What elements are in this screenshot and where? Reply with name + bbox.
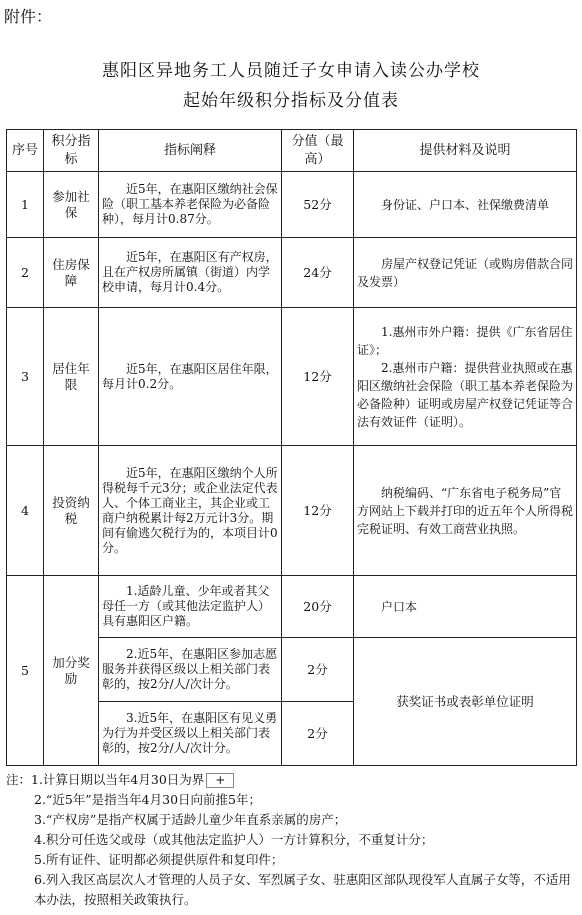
note-4: 4.积分可任选父或母（或其他法定监护人）一方计算积分，不重复计分；	[34, 832, 434, 847]
header-desc: 指标阐释	[99, 130, 282, 172]
row-materials: 获奖证书或表彰单位证明	[354, 638, 577, 766]
table-header-row	[7, 130, 577, 172]
row-desc: 近5年，在惠阳区有产权房，且在产权房所属镇（街道）内学校申请，每月计0.4分。	[99, 238, 282, 308]
header-materials: 提供材料及说明	[354, 130, 577, 172]
row-category: 投资纳税	[44, 446, 99, 576]
page-title-line2: 起始年级积分指标及分值表	[183, 91, 399, 111]
header-seq: 序号	[7, 130, 44, 172]
header-score: 分值（最高）	[282, 130, 354, 172]
row-seq: 1	[7, 172, 44, 238]
table-row	[7, 238, 577, 308]
row-seq: 5	[7, 576, 44, 766]
notes	[6, 770, 576, 910]
note-1-text: 注：1.计算日期以当年4月30日为界	[6, 772, 205, 787]
row-materials: 身份证、户口本、社保缴费清单	[354, 172, 577, 238]
row-score: 12分	[282, 308, 354, 446]
row-seq: 2	[7, 238, 44, 308]
page-title-line1: 惠阳区异地务工人员随迁子女申请入读公办学校	[102, 61, 480, 81]
row-materials: 户口本	[354, 576, 577, 638]
row-seq: 4	[7, 446, 44, 576]
row-category: 加分奖励	[44, 576, 99, 766]
row-score: 52分	[282, 172, 354, 238]
note-5: 5.所有证件、证明都必须提供原件和复印件；	[34, 852, 284, 867]
row-category: 参加社保	[44, 172, 99, 238]
table-row	[7, 172, 577, 238]
expand-stamp[interactable]: +	[206, 773, 234, 788]
row-desc: 近5年，在惠阳区居住年限，每月计0.2分。	[99, 308, 282, 446]
attachment-label: 附件：	[4, 7, 53, 26]
row-score: 12分	[282, 446, 354, 576]
row-desc: 近5年，在惠阳区缴纳社会保险（职工基本养老保险为必备险种），每月计0.87分。	[99, 172, 282, 238]
note-3: 3.“产权房”是指产权属于适龄儿童少年直系亲属的房产；	[34, 812, 347, 827]
note-6: 6.列入我区高层次人才管理的人员子女、军烈属子女、驻惠阳区部队现役军人直属子女等，不适用本办法，按照相关政策执行。	[34, 872, 571, 907]
materials-item-1: 1.惠州市外户籍：提供《广东省居住证》；	[357, 324, 573, 357]
row-desc: 近5年，在惠阳区缴纳个人所得税每千元3分；或企业法定代表人、个体工商业主，其企业或工商户纳税累计每2万元计3分。期间有偷逃欠税行为的，本项目计0分。	[99, 446, 282, 576]
row-score: 24分	[282, 238, 354, 308]
row-category: 住房保障	[44, 238, 99, 308]
row-score: 2分	[282, 638, 354, 702]
row-score: 2分	[282, 702, 354, 766]
header-category: 积分指标	[44, 130, 99, 172]
score-table	[6, 129, 577, 766]
row-category: 居住年限	[44, 308, 99, 446]
note-1	[6, 770, 576, 790]
row-desc: 2.近5年，在惠阳区参加志愿服务并获得区级以上相关部门表彰的，按2分/人/次计分。	[99, 638, 282, 702]
row-materials	[354, 308, 577, 446]
row-materials: 房屋产权登记凭证（或购房借款合同及发票）	[354, 238, 577, 308]
table-row	[7, 446, 577, 576]
row-materials: 纳税编码、“广东省电子税务局”官方网站上下载并打印的近五年个人所得税完税证明、有效工商营业执照。	[354, 446, 577, 576]
table-row	[7, 308, 577, 446]
row-desc: 1.适龄儿童、少年或者其父母任一方（或其他法定监护人）具有惠阳区户籍。	[99, 576, 282, 638]
row-desc: 3.近5年，在惠阳区有见义勇为行为并受区级以上相关部门表彰的，按2分/人/次计分。	[99, 702, 282, 766]
row-score: 20分	[282, 576, 354, 638]
table-row	[7, 576, 577, 638]
materials-item-2: 2.惠州市户籍：提供营业执照或在惠阳区缴纳社会保险（职工基本养老保险为必备险种）证明或房屋产权登记凭证等合法有效证件（证明）。	[357, 360, 574, 429]
note-2: 2.“近5年”是指当年4月30日向前推5年；	[34, 792, 261, 807]
row-seq: 3	[7, 308, 44, 446]
